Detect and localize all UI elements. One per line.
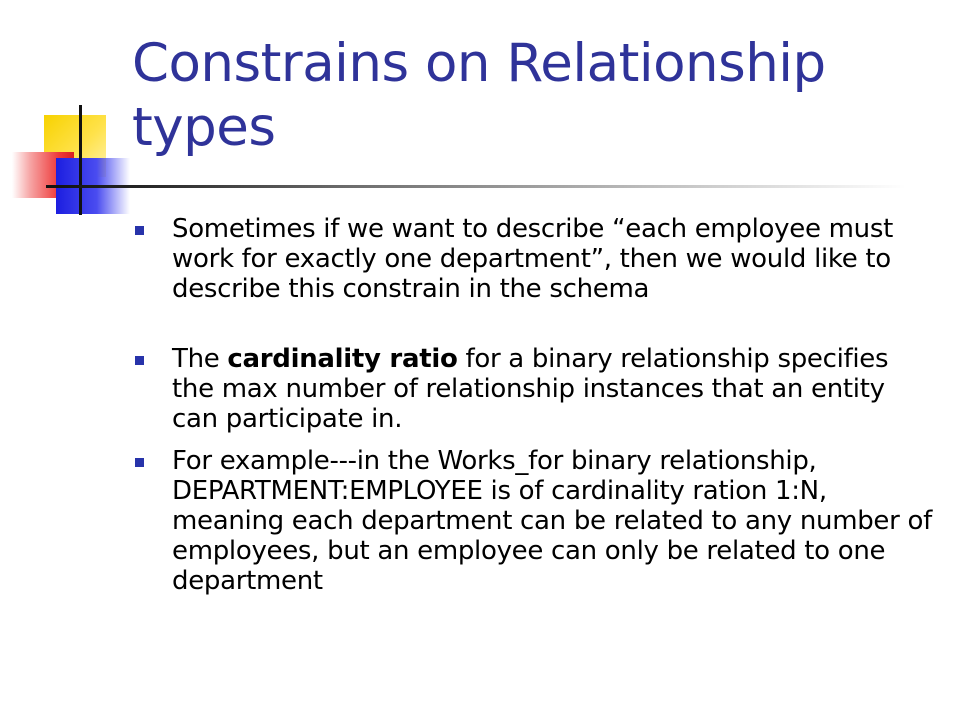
corner-ornament — [0, 0, 140, 230]
square-bullet-icon — [135, 458, 144, 467]
bullet-text-rest: for a binary relationship specifies the max number of relationship instances that an entity can participate in. — [172, 344, 889, 434]
bullet-item — [131, 446, 936, 596]
title-underline-rule — [46, 185, 906, 188]
bullet-item — [131, 344, 936, 434]
bullet-text: For example---in the Works_for binary relationship, DEPARTMENT:EMPLOYEE is of cardinality ration 1:N, meaning each department can be related to any number of employees, but an employee can only be related to one department — [172, 446, 932, 596]
bullet-list — [131, 214, 936, 596]
bullet-bold-term: cardinality ratio — [227, 344, 458, 374]
vertical-rule — [79, 105, 82, 215]
bullet-text-lead: The — [172, 344, 228, 374]
slide-title: Constrains on Relationship types — [132, 33, 826, 158]
square-bullet-icon — [135, 226, 144, 235]
bullet-text: Sometimes if we want to describe “each employee must work for exactly one department”, then we would like to describe this constrain in the schema — [172, 214, 893, 304]
square-bullet-icon — [135, 356, 144, 365]
bullet-item — [131, 214, 936, 304]
